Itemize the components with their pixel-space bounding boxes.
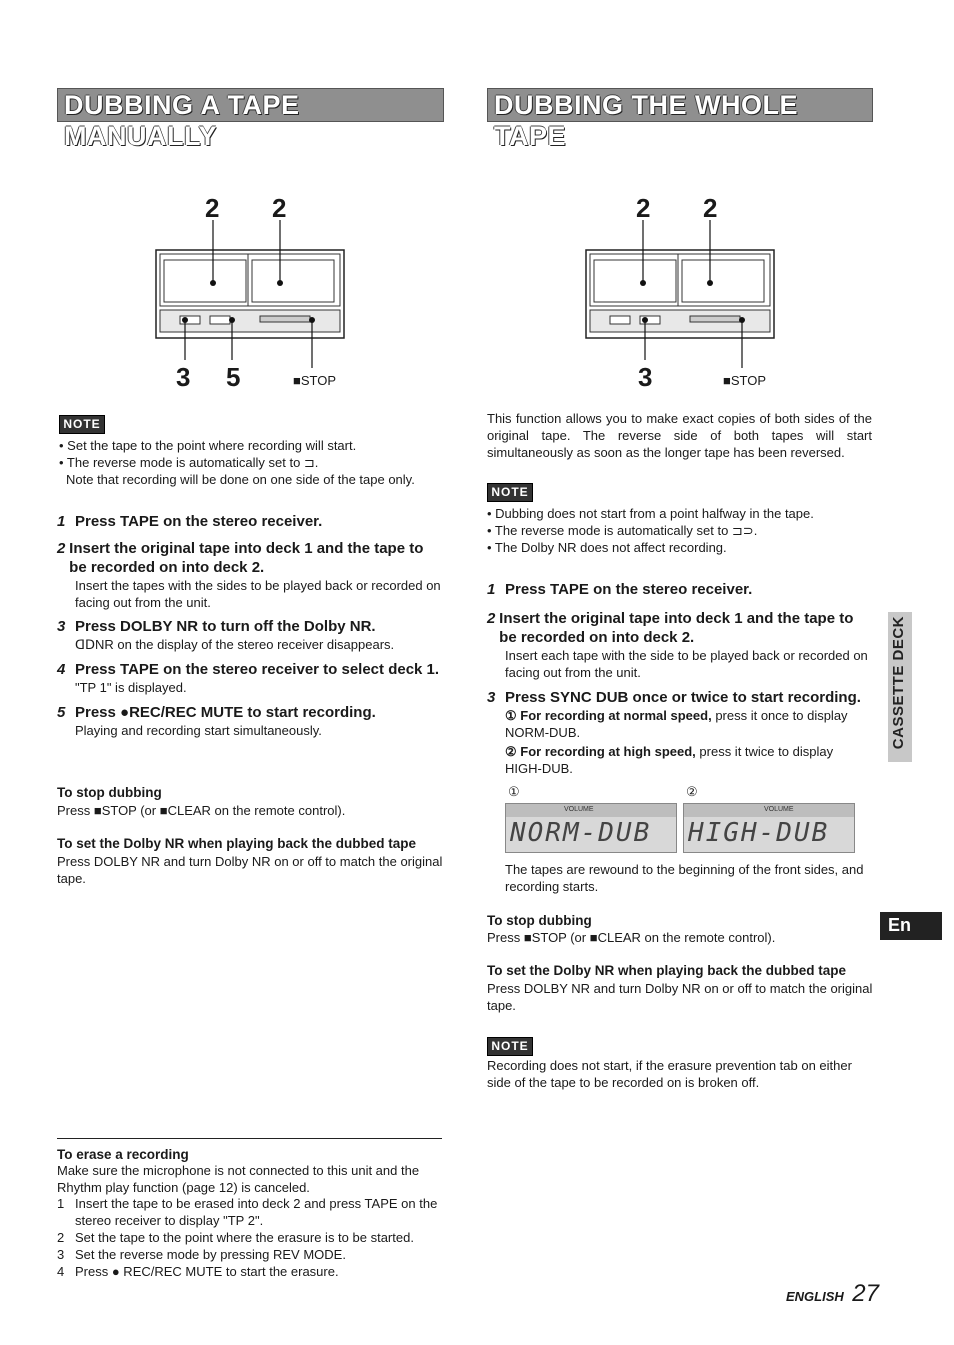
step-title: Press TAPE on the stereo receiver. — [75, 513, 323, 530]
left-diagram-label-2a: 2 — [205, 193, 220, 223]
left-diagram-label-5: 5 — [226, 362, 241, 392]
erase-step-4 — [57, 1263, 445, 1280]
left-step-3 — [57, 617, 443, 653]
right-stop-heading: To stop dubbing — [487, 913, 592, 928]
erase-step-2 — [57, 1229, 445, 1246]
side-tab-label: CASSETTE DECK — [890, 616, 907, 750]
step-body: ᗡᗞNR on the display of the stereo receiver disappears. — [75, 637, 395, 652]
step-3-sub-2 — [487, 743, 873, 777]
erase-step-number: 3 — [57, 1247, 65, 1262]
step-title: Press TAPE on the stereo receiver. — [505, 581, 753, 598]
left-dolby-text: Press DOLBY NR and turn Dolby NR on or off to match the original tape. — [57, 854, 443, 886]
sub-text: press it once to display NORM-DUB. — [505, 708, 848, 740]
erase-step-text: Set the reverse mode by pressing REV MODE. — [75, 1247, 346, 1262]
step-number: 2 — [487, 610, 496, 627]
left-step-4 — [57, 660, 443, 696]
right-note-tag: NOTE — [487, 483, 533, 502]
step-number: 5 — [57, 704, 66, 721]
left-note-list — [59, 437, 444, 488]
erase-divider — [57, 1138, 442, 1139]
right-note-list — [487, 505, 872, 556]
right-intro: This function allows you to make exact copies of both sides of the original tape. The reverse side of both tapes will start simultaneously as soon as the longer tape has been reversed. — [487, 411, 872, 460]
left-diagram-label-2b: 2 — [272, 193, 287, 223]
language-tab — [880, 912, 942, 940]
page-footer — [786, 1280, 879, 1308]
right-diagram-label-2a: 2 — [636, 193, 651, 223]
right-step-2 — [487, 609, 873, 681]
right-diagram-label-2b: 2 — [703, 193, 718, 223]
lcd-text: NORM-DUB — [510, 818, 652, 848]
sub-text: press it twice to display HIGH-DUB. — [505, 744, 834, 776]
right-step-1 — [487, 580, 873, 599]
right-section-banner — [487, 88, 873, 151]
step-title: Press SYNC DUB once or twice to start recording. — [505, 689, 861, 706]
language-tab-label: En — [888, 915, 912, 935]
left-step-5 — [57, 703, 443, 739]
right-deck-diagram — [580, 190, 780, 390]
left-diagram-stop-label: ■STOP — [293, 373, 337, 388]
left-step-2 — [57, 539, 443, 611]
left-steps — [57, 512, 443, 739]
right-note2-text: Recording does not start, if the erasure prevention tab on either side of the tape to be recorded on is broken off. — [487, 1058, 852, 1090]
right-dolby-text: Press DOLBY NR and turn Dolby NR on or off to match the original tape. — [487, 981, 873, 1013]
step-title: Insert the original tape into deck 1 and the tape to be recorded on into deck 2. — [499, 610, 854, 646]
step-body: "TP 1" is displayed. — [75, 680, 187, 695]
erase-step-text: Insert the tape to be erased into deck 2 and press TAPE on the stereo receiver to display "TP 2". — [75, 1196, 438, 1228]
right-dolby-heading: To set the Dolby NR when playing back the dubbed tape — [487, 963, 847, 978]
lcd-2-number: ② — [686, 784, 698, 799]
right-step-3 — [487, 688, 873, 777]
left-stop-text: Press ■STOP (or ■CLEAR on the remote control). — [57, 803, 346, 818]
step-number: 3 — [57, 618, 66, 635]
erase-step-text: Set the tape to the point where the erasure is to be started. — [75, 1230, 414, 1245]
left-note-3: Note that recording will be done on one side of the tape only. — [66, 472, 415, 487]
page-number: 27 — [852, 1280, 879, 1307]
step-number: 1 — [57, 513, 66, 530]
right-note-1: • Dubbing does not start from a point halfway in the tape. — [487, 506, 814, 521]
step-number: 4 — [57, 661, 66, 678]
lcd-display-high-dub — [683, 803, 855, 853]
right-stop-text: Press ■STOP (or ■CLEAR on the remote control). — [487, 930, 776, 945]
right-note-2: • The reverse mode is automatically set to ⊐⊃. — [487, 523, 758, 538]
left-dolby-heading: To set the Dolby NR when playing back the dubbed tape — [57, 836, 417, 851]
lcd-1-number: ① — [508, 784, 520, 799]
left-note-tag: NOTE — [59, 415, 105, 434]
erase-step-1 — [57, 1195, 445, 1229]
right-note-3: • The Dolby NR does not affect recording. — [487, 540, 727, 555]
step-title: Press TAPE on the stereo receiver to select deck 1. — [75, 661, 440, 678]
step-number: 1 — [487, 581, 496, 598]
left-section-banner — [57, 88, 444, 151]
step-number: 2 — [57, 540, 66, 557]
right-note2-tag: NOTE — [487, 1037, 533, 1056]
step-title: Press DOLBY NR to turn off the Dolby NR. — [75, 618, 376, 635]
lcd-text: HIGH-DUB — [688, 818, 830, 848]
step-title: Insert the original tape into deck 1 and the tape to be recorded on into deck 2. — [69, 540, 424, 576]
erase-heading: To erase a recording — [57, 1147, 189, 1162]
erase-step-3 — [57, 1246, 445, 1263]
step-body: Insert the tapes with the sides to be played back or recorded on facing out from the unit. — [75, 578, 441, 610]
step-body: Playing and recording start simultaneously. — [75, 723, 322, 738]
left-diagram-label-3: 3 — [176, 362, 191, 392]
step-number: 3 — [487, 689, 496, 706]
step-3-sub-1 — [487, 707, 873, 741]
lcd-volume-label: VOLUME — [564, 806, 594, 813]
right-diagram-stop-label: ■STOP — [723, 373, 767, 388]
lcd-display-norm-dub — [505, 803, 677, 853]
lcd-top-bar — [506, 804, 676, 817]
cassette-deck-side-tab — [888, 612, 912, 762]
right-steps — [487, 580, 873, 777]
left-note-1: • Set the tape to the point where recording will start. — [59, 438, 357, 453]
left-step-1 — [57, 512, 443, 531]
erase-step-number: 1 — [57, 1196, 65, 1211]
left-note-2: • The reverse mode is automatically set to ⊐. — [59, 455, 319, 470]
left-stop-heading: To stop dubbing — [57, 785, 162, 800]
erase-intro: Make sure the microphone is not connected to this unit and the Rhythm play function (page 12) is canceled. — [57, 1163, 420, 1195]
step-body: Insert each tape with the side to be played back or recorded on facing out from the unit. — [505, 648, 868, 680]
right-section-title: DUBBING THE WHOLE TAPE — [494, 90, 798, 151]
sub-label: ① For recording at normal speed, — [505, 708, 712, 723]
footer-language: ENGLISH — [786, 1289, 844, 1304]
sub-label: ② For recording at high speed, — [505, 744, 696, 759]
step-title: Press ●REC/REC MUTE to start recording. — [75, 704, 376, 721]
erase-steps — [57, 1195, 445, 1280]
erase-step-text: Press ● REC/REC MUTE to start the erasure. — [75, 1264, 339, 1279]
right-diagram-label-3: 3 — [638, 362, 653, 392]
left-deck-diagram — [150, 190, 350, 390]
erase-step-number: 2 — [57, 1230, 65, 1245]
left-section-title: DUBBING A TAPE MANUALLY — [64, 90, 300, 151]
right-rewound-text: The tapes are rewound to the beginning of the front sides, and recording starts. — [505, 862, 864, 894]
erase-step-number: 4 — [57, 1264, 65, 1279]
lcd-volume-label: VOLUME — [764, 806, 794, 813]
lcd-top-bar — [684, 804, 854, 817]
